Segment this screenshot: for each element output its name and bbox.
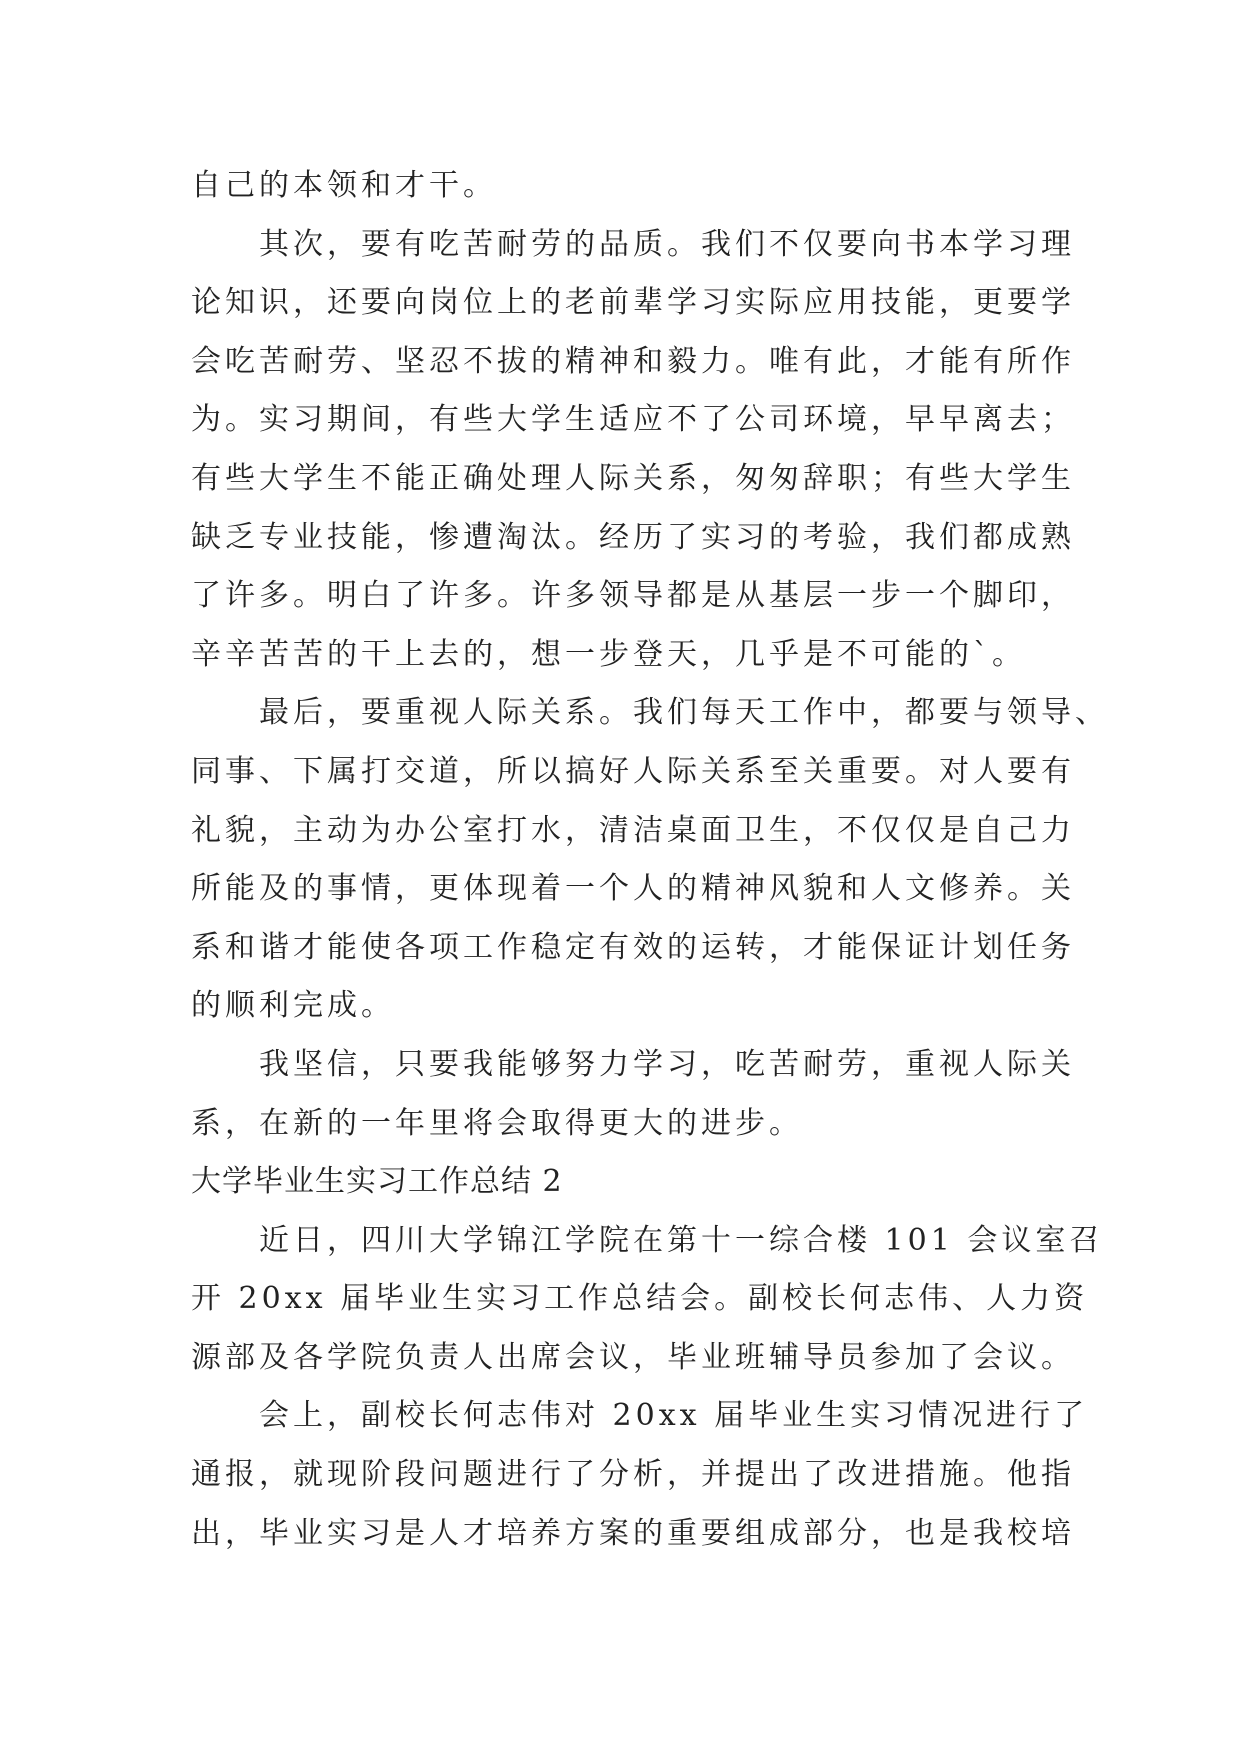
text-line: 有些大学生不能正确处理人际关系，匆匆辞职；有些大学生 (191, 460, 1075, 496)
text-line: 我坚信，只要我能够努力学习，吃苦耐劳，重视人际关 (259, 1046, 1075, 1082)
text-line: 出，毕业实习是人才培养方案的重要组成部分，也是我校培 (191, 1515, 1075, 1551)
text-line: 系，在新的一年里将会取得更大的进步。 (191, 1105, 803, 1141)
text-line: 通报，就现阶段问题进行了分析，并提出了改进措施。他指 (191, 1457, 1075, 1493)
text-line: 其次，要有吃苦耐劳的品质。我们不仅要向书本学习理 (259, 226, 1075, 262)
text-line: 所能及的事情，更体现着一个人的精神风貌和人文修养。关 (191, 871, 1075, 907)
text-line: 自己的本领和才干。 (191, 168, 497, 203)
text-line: 缺乏专业技能，惨遭淘汰。经历了实习的考验，我们都成熟 (191, 519, 1075, 555)
text-line: 为。实习期间，有些大学生适应不了公司环境，早早离去； (191, 402, 1075, 438)
section-heading: 大学毕业生实习工作总结 2 (191, 1164, 563, 1200)
text-line: 了许多。明白了许多。许多领导都是从基层一步一个脚印， (191, 578, 1075, 614)
text-line: 同事、下属打交道，所以搞好人际关系至关重要。对人要有 (191, 753, 1075, 789)
text-line: 最后，要重视人际关系。我们每天工作中，都要与领导、 (259, 695, 1109, 731)
text-line: 系和谐才能使各项工作稳定有效的运转，才能保证计划任务 (191, 929, 1075, 965)
text-line: 辛辛苦苦的干上去的，想一步登天，几乎是不可能的`。 (191, 636, 1026, 672)
text-line: 会吃苦耐劳、坚忍不拔的精神和毅力。唯有此，才能有所作 (191, 343, 1075, 379)
text-line: 开 20xx 届毕业生实习工作总结会。副校长何志伟、人力资 (191, 1281, 1089, 1317)
text-line: 源部及各学院负责人出席会议，毕业班辅导员参加了会议。 (191, 1339, 1075, 1375)
text-line: 会上，副校长何志伟对 20xx 届毕业生实习情况进行了 (259, 1398, 1089, 1434)
text-line: 的顺利完成。 (191, 988, 395, 1024)
text-line: 论知识，还要向岗位上的老前辈学习实际应用技能，更要学 (191, 285, 1075, 321)
text-line: 近日，四川大学锦江学院在第十一综合楼 101 会议室召 (259, 1222, 1104, 1258)
document-page (191, 157, 1109, 1563)
text-line: 礼貌，主动为办公室打水，清洁桌面卫生，不仅仅是自己力 (191, 812, 1075, 848)
